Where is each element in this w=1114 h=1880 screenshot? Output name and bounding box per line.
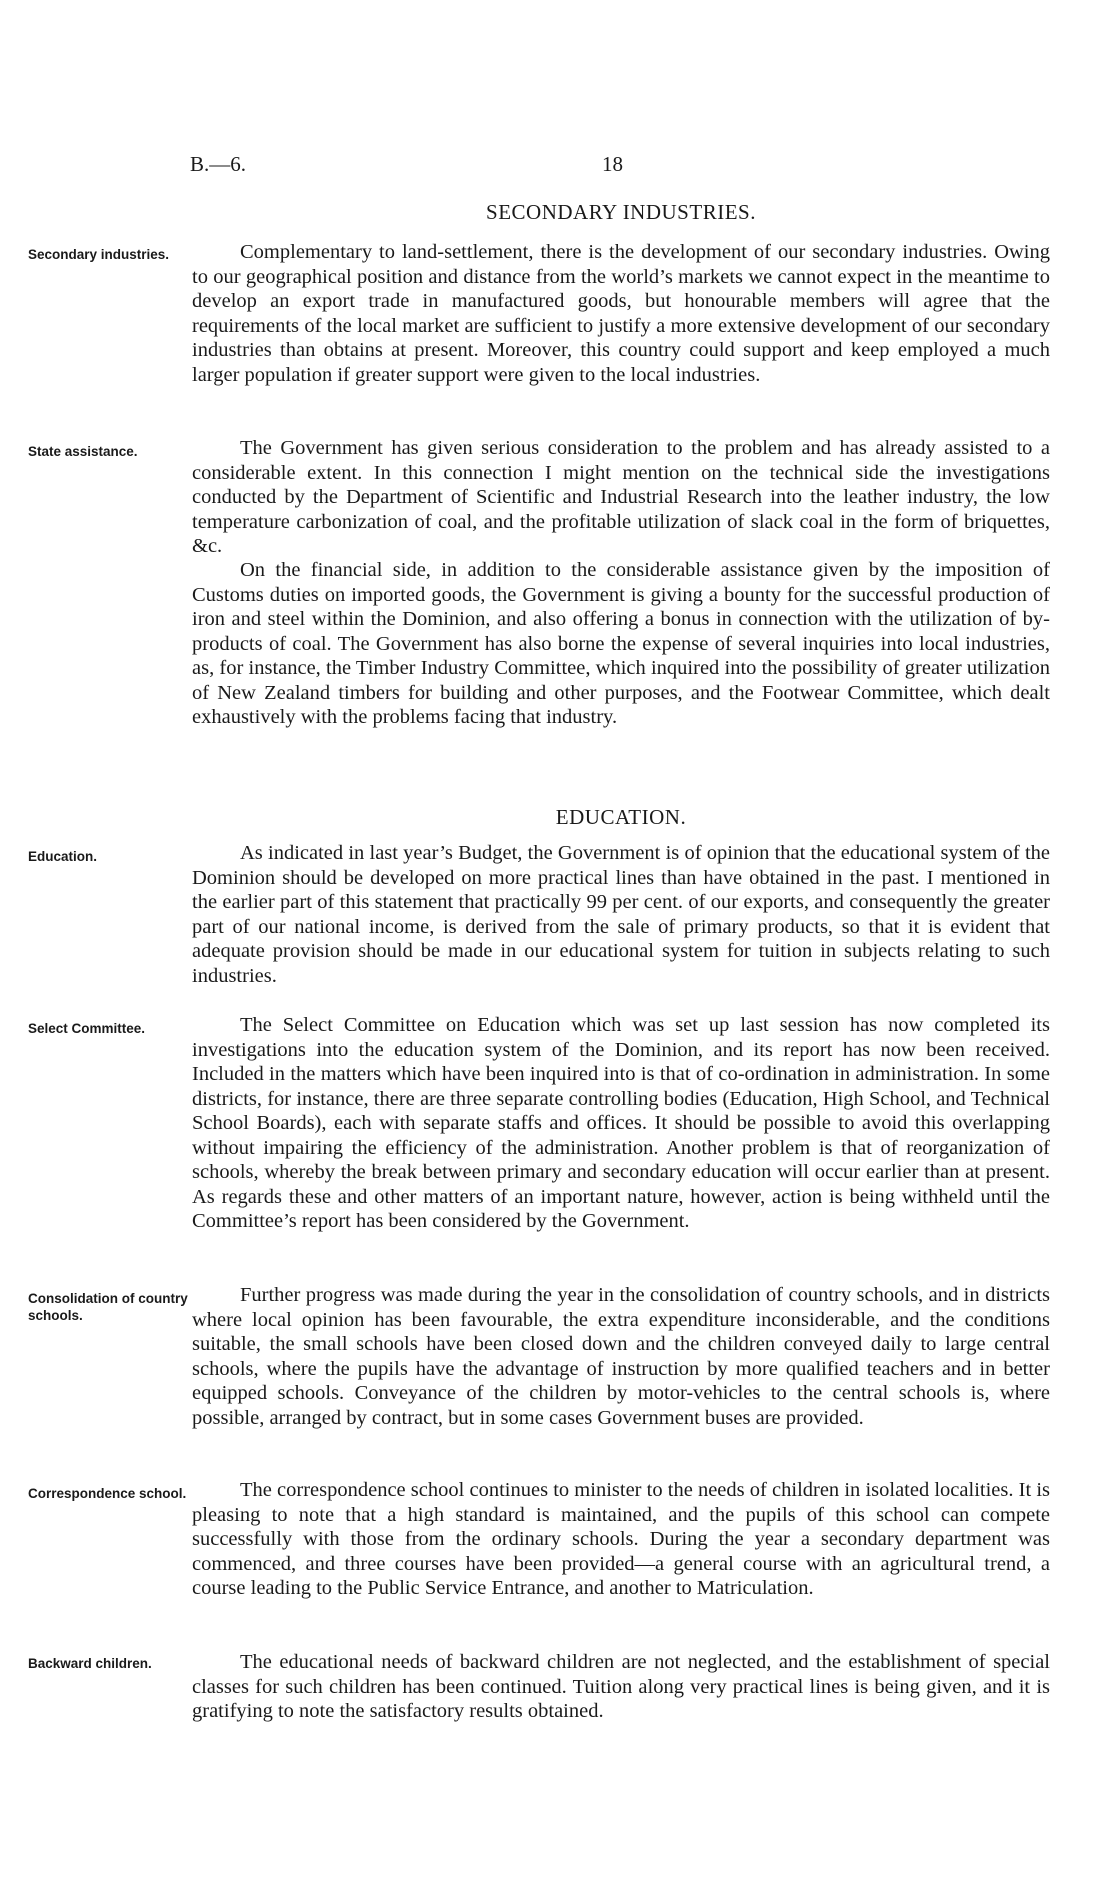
paragraph-secondary-industries: Complementary to land-settlement, there is the development of our secondary industries. Owing to our geographical position and distance from the world’s markets we cannot expect in the meantime to develop an export trade in manufactured goods, but honourable members will agree that the requirements of the local market are sufficient to justify a more extensive development of our secondary industries than obtains at present. Moreover, this country could support and keep employed a much larger population if greater support were given to the local industries.: [192, 241, 1050, 386]
page-header: [0, 152, 1114, 184]
side-note-education: Education.: [28, 849, 98, 864]
side-note-secondary-industries: Secondary industries.: [28, 247, 170, 262]
paragraph-education: As indicated in last year’s Budget, the Government is of opinion that the educational system of the Dominion should be developed on more practical lines than have obtained in the past. I mentioned in the earlier part of this statement that practically 99 per cent. of our exports, and consequently the greater part of our national income, is derived from the sale of primary products, so that it is evident that adequate provision should be made in our educational system for tuition in subjects relating to such industries.: [192, 842, 1050, 987]
side-note-backward-children: Backward children.: [28, 1656, 152, 1671]
side-note-correspondence-school: Correspondence school.: [28, 1486, 187, 1501]
page-reference: B.—6.: [190, 152, 247, 176]
side-note-select-committee: Select Committee.: [28, 1021, 146, 1036]
section-title-secondary-industries: SECONDARY INDUSTRIES.: [486, 200, 756, 224]
paragraph-select-committee: The Select Committee on Education which was set up last session has now completed its investigations into the education system of the Dominion, and its report has now been received. Included in the matters which have been inquired into is that of co-ordination in administration. In some districts, for instance, there are three separate controlling bodies (Education, High School, and Technical School Boards), each with separate staffs and offices. It should be possible to avoid this overlapping without impairing the efficiency of the administration. Another problem is that of reorganization of schools, whereby the break between primary and secondary education will occur earlier than at present. As regards these and other matters of an important nature, however, action is being withheld until the Committee’s report has been considered by the Government.: [192, 1014, 1050, 1232]
section-title-education: EDUCATION.: [555, 805, 687, 829]
paragraph-state-assistance: The Government has given serious consideration to the problem and has already assisted to a considerable extent. In this connection I might mention on the technical side the investigations conducted by the Department of Scientific and Industrial Research into the leather industry, the low temperature carbonization of coal, and the profitable utilization of slack coal in the form of briquettes, &c.: [192, 437, 1050, 557]
paragraph-correspondence-school: The correspondence school continues to minister to the needs of children in isolated localities. It is pleasing to note that a high standard is maintained, and the pupils of this school can compete successfully with those from the ordinary schools. During the year a secondary department was commenced, and three courses have been provided—a general course with an agricultural trend, a course leading to the Public Service Entrance, and another to Matriculation.: [192, 1479, 1050, 1599]
paragraph-consolidation-country-schools: Further progress was made during the year in the consolidation of country schools, and in districts where local opinion has been favourable, the extra expenditure inconsiderable, and the conditions suitable, the small schools have been closed down and the children conveyed daily to large central schools, where the pupils have the advantage of instruction by more qualified teachers and in better equipped schools. Conveyance of the children by motor-vehicles to the central schools is, where possible, arranged by contract, but in some cases Government buses are provided.: [192, 1284, 1050, 1429]
page-number: 18: [602, 152, 623, 176]
paragraph-financial-side: On the financial side, in addition to the considerable assistance given by the imposition of Customs duties on imported goods, the Government is giving a bounty for the successful production of iron and steel within the Dominion, and also offering a bonus in connection with the utilization of by-products of coal. The Government has also borne the expense of several inquiries into local industries, as, for instance, the Timber Industry Committee, which inquired into the possibility of greater utilization of New Zealand timbers for building and other purposes, and the Footwear Committee, which dealt exhaustively with the problems facing that industry.: [192, 559, 1050, 728]
side-note-state-assistance: State assistance.: [28, 444, 138, 459]
side-note-consolidation-country-schools: Consolidation of country schools.: [28, 1291, 188, 1323]
paragraph-backward-children: The educational needs of backward children are not neglected, and the establishment of special classes for such children has been continued. Tuition along very practical lines is being given, and it is gratifying to note the satisfactory results obtained.: [192, 1651, 1050, 1722]
